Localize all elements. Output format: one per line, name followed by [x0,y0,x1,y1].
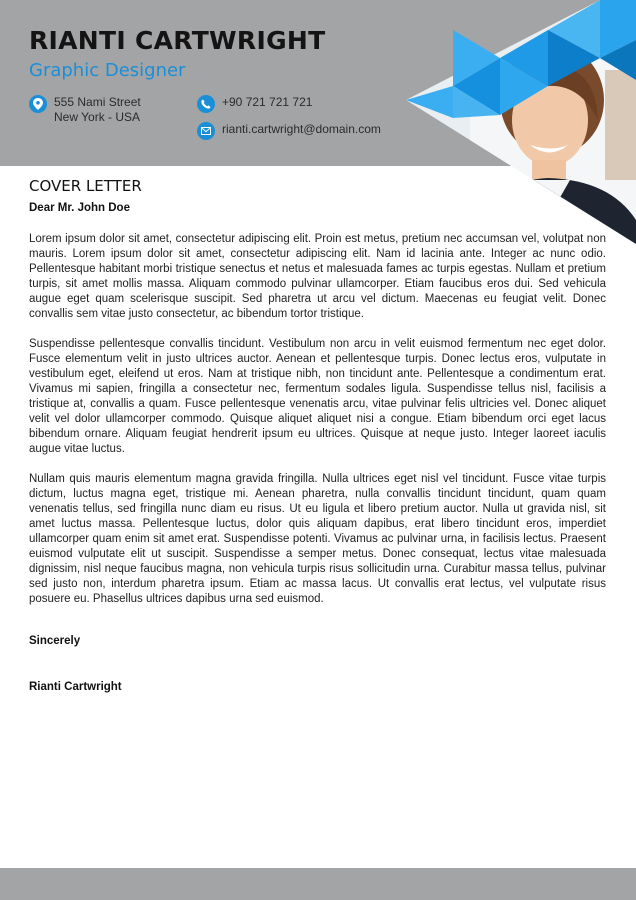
address-line-2: New York - USA [54,110,141,124]
letter-paragraph-1: Lorem ipsum dolor sit amet, consectetur adipiscing elit. Proin est metus, pretium nec accumsan vel, volutpat non mauris. Lorem ipsum dolor sit amet, consectetur adipiscing elit. Nam id lacinia ante. Integer ac nunc odio. Pellentesque habitant morbi tristique senectus et netus et malesuada fames ac turpis egestas. Nullam et pretium turpis, sit amet mollis massa. Aliquam commodo pulvinar ullamcorper. Etiam faucibus eros dui. Sed vehicula augue eget quam scelerisque suscipit. Sed pharetra ut arcu vel dictum. Maecenas eu feugiat velit. Donec convallis sem vitae justo consectetur, ac bibendum tortor tristique. [29,233,606,320]
closing: Sincerely [29,635,81,647]
letter-title: COVER LETTER [29,177,142,195]
job-title: Graphic Designer [29,60,186,81]
location-pin-icon [29,95,47,113]
salutation: Dear Mr. John Doe [29,202,130,214]
letter-paragraph-3: Nullam quis mauris elementum magna gravida fringilla. Nulla ultrices eget nisl vel tincidunt. Fusce vitae turpis dictum, luctus magna eget, tristique mi. Aenean pharetra, nulla convallis tincidunt tincidunt, quam quam venenatis tellus, sed fringilla nunc diam eu risus. Ut eu ligula et libero pretium auctor. Nulla ut gravida nisl, sit amet luctus massa. Pellentesque luctus, dolor quis aliquam dapibus, erat libero tincidunt eros, imperdiet ullamcorper quam enim sit amet erat. Suspendisse potenti. Vivamus ac pulvinar urna, in facilisis lectus. Praesent euismod vulputate elit ut suscipit. Suspendisse a semper metus. Donec consequat, lectus vitae malesuada dignissim, nisl neque faucibus magna, non vehicula turpis risus sollicitudin urna. Curabitur massa tellus, pulvinar sed justo non, interdum pharetra ipsum. Etiam ac massa lacus. Ut convallis erat lectus, vel vulputate risus posuere eu. Phasellus ultrices dapibus urna sed euismod. [29,473,606,605]
phone-number: +90 721 721 721 [222,95,313,109]
email-address: rianti.cartwright@domain.com [222,122,381,136]
address-block [54,95,141,125]
phone-icon [197,95,215,113]
envelope-icon [197,122,215,140]
applicant-name: RIANTI CARTWRIGHT [29,26,326,55]
letter-paragraph-2: Suspendisse pellentesque convallis tincidunt. Vestibulum non arcu in velit euismod fermentum nec eget dolor. Fusce elementum velit in justo ultrices auctor. Aenean et pellentesque turpis. Donec lectus eros, vulputate in vestibulum eget, eleifend ut eros. Nam at tristique nibh, non tincidunt ante. Pellentesque a condimentum erat. Vivamus mi sapien, fringilla a consectetur nec, fermentum sodales ligula. Suspendisse tellus nisl, facilisis a tristique at, convallis a quam. Fusce pellentesque venenatis arcu, vitae pulvinar felis ultricies vel. Donec aliquet velit vel dolor ullamcorper commodo. Quisque aliquet aliquet nisi a congue. Etiam bibendum orci eget lacus bibendum ornare. Aliquam feugiat hendrerit ipsum eu ultrices. Quisque at neque justo. Integer laoreet iaculis augue vitae luctus. [29,338,606,455]
signature-name: Rianti Cartwright [29,681,122,693]
footer-band [0,868,636,900]
address-line-1: 555 Nami Street [54,95,141,109]
